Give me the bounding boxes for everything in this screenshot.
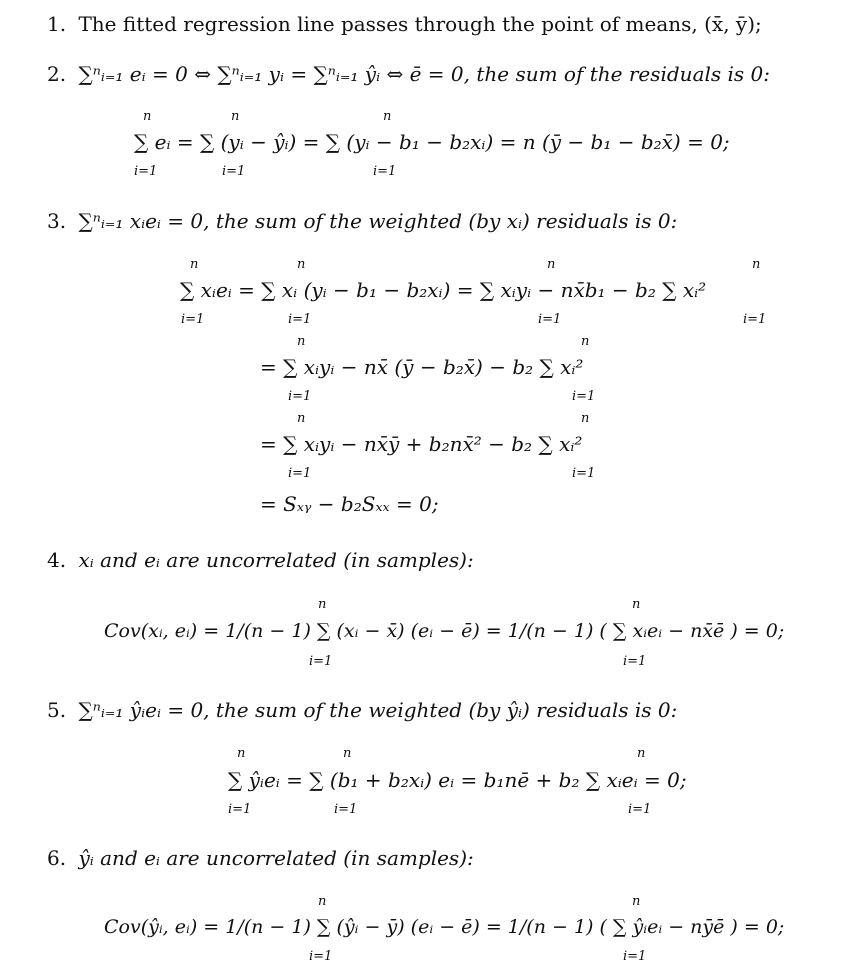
item-number: 1. <box>47 12 67 36</box>
sum-upper: n <box>297 257 306 272</box>
sum-upper: n <box>318 597 327 612</box>
equation-line-2: = ∑ xᵢyᵢ − nx̄ (ȳ − b₂x̄) − b₂ ∑ xᵢ² <box>260 355 584 379</box>
sum-lower: i=1 <box>538 312 562 327</box>
equation-text: ∑ eᵢ = ∑ (yᵢ − ŷᵢ) = ∑ (yᵢ − b₁ − b₂xᵢ) = n (ȳ − b₁ − b₂x̄) = 0; <box>134 130 730 154</box>
item-2-lead <box>47 64 770 84</box>
sum-upper: n <box>318 894 327 909</box>
equation-text: Cov(ŷᵢ, eᵢ) = 1/(n − 1) ∑ (ŷᵢ − ȳ) (eᵢ − ē) = 1/(n − 1) ( ∑ ŷᵢeᵢ − nȳē ) = 0; <box>104 916 785 938</box>
sum-upper: n <box>231 109 240 124</box>
sum-upper: n <box>637 746 646 761</box>
sum-lower: i=1 <box>288 389 312 404</box>
item-number: 5. <box>47 698 67 722</box>
sum-lower: i=1 <box>309 949 333 964</box>
sum-upper: n <box>343 746 352 761</box>
equation-text: Cov(xᵢ, eᵢ) = 1/(n − 1) ∑ (xᵢ − x̄) (eᵢ − ē) = 1/(n − 1) ( ∑ xᵢeᵢ − nx̄ē ) = 0; <box>104 620 785 642</box>
item-lead: xᵢ and eᵢ are uncorrelated (in samples): <box>78 548 474 572</box>
item-1 <box>47 14 762 34</box>
sum-lower: i=1 <box>572 466 596 481</box>
item-lead: ∑ⁿᵢ₌₁ xᵢeᵢ = 0, the sum of the weighted (by xᵢ) residuals is 0: <box>78 209 678 233</box>
sum-lower: i=1 <box>628 802 652 817</box>
sum-upper: n <box>297 334 306 349</box>
sum-upper: n <box>752 257 761 272</box>
item-3-lead <box>47 211 677 231</box>
item-number: 4. <box>47 548 67 572</box>
sum-lower: i=1 <box>288 312 312 327</box>
sum-lower: i=1 <box>181 312 205 327</box>
equation-text: ∑ ŷᵢeᵢ = ∑ (b₁ + b₂xᵢ) eᵢ = b₁nē + b₂ ∑ xᵢeᵢ = 0; <box>228 768 687 792</box>
item-5-lead <box>47 700 677 720</box>
equation-line-1: ∑ xᵢeᵢ = ∑ xᵢ (yᵢ − b₁ − b₂xᵢ) = ∑ xᵢyᵢ − nx̄b₁ − b₂ ∑ xᵢ² <box>180 278 707 302</box>
sum-upper: n <box>547 257 556 272</box>
item-number: 3. <box>47 209 67 233</box>
sum-lower: i=1 <box>572 389 596 404</box>
item-6-lead <box>47 848 474 868</box>
sum-upper: n <box>383 109 392 124</box>
sum-upper: n <box>581 411 590 426</box>
item-lead: ∑ⁿᵢ₌₁ eᵢ = 0 ⇔ ∑ⁿᵢ₌₁ yᵢ = ∑ⁿᵢ₌₁ ŷᵢ ⇔ ē = 0, the sum of the residuals is 0: <box>78 62 770 86</box>
sum-upper: n <box>297 411 306 426</box>
sum-lower: i=1 <box>623 949 647 964</box>
sum-upper: n <box>632 597 641 612</box>
item-number: 2. <box>47 62 67 86</box>
item-lead: ∑ⁿᵢ₌₁ ŷᵢeᵢ = 0, the sum of the weighted (by ŷᵢ) residuals is 0: <box>78 698 678 722</box>
sum-lower: i=1 <box>309 654 333 669</box>
item-4-lead <box>47 550 474 570</box>
sum-upper: n <box>190 257 199 272</box>
sum-upper: n <box>237 746 246 761</box>
sum-lower: i=1 <box>222 164 246 179</box>
sum-lower: i=1 <box>373 164 397 179</box>
sum-lower: i=1 <box>134 164 158 179</box>
item-number: 6. <box>47 846 67 870</box>
sum-lower: i=1 <box>228 802 252 817</box>
sum-upper: n <box>143 109 152 124</box>
item-text: The fitted regression line passes through the point of means, (x̄, ȳ); <box>78 12 762 36</box>
sum-lower: i=1 <box>623 654 647 669</box>
sum-lower: i=1 <box>288 466 312 481</box>
item-lead: ŷᵢ and eᵢ are uncorrelated (in samples): <box>78 846 474 870</box>
sum-lower: i=1 <box>334 802 358 817</box>
sum-upper: n <box>581 334 590 349</box>
sum-upper: n <box>632 894 641 909</box>
equation-line-3: = ∑ xᵢyᵢ − nx̄ȳ + b₂nx̄² − b₂ ∑ xᵢ² <box>260 432 583 456</box>
equation-line-4: = Sₓᵧ − b₂Sₓₓ = 0; <box>260 492 439 516</box>
sum-lower: i=1 <box>743 312 767 327</box>
